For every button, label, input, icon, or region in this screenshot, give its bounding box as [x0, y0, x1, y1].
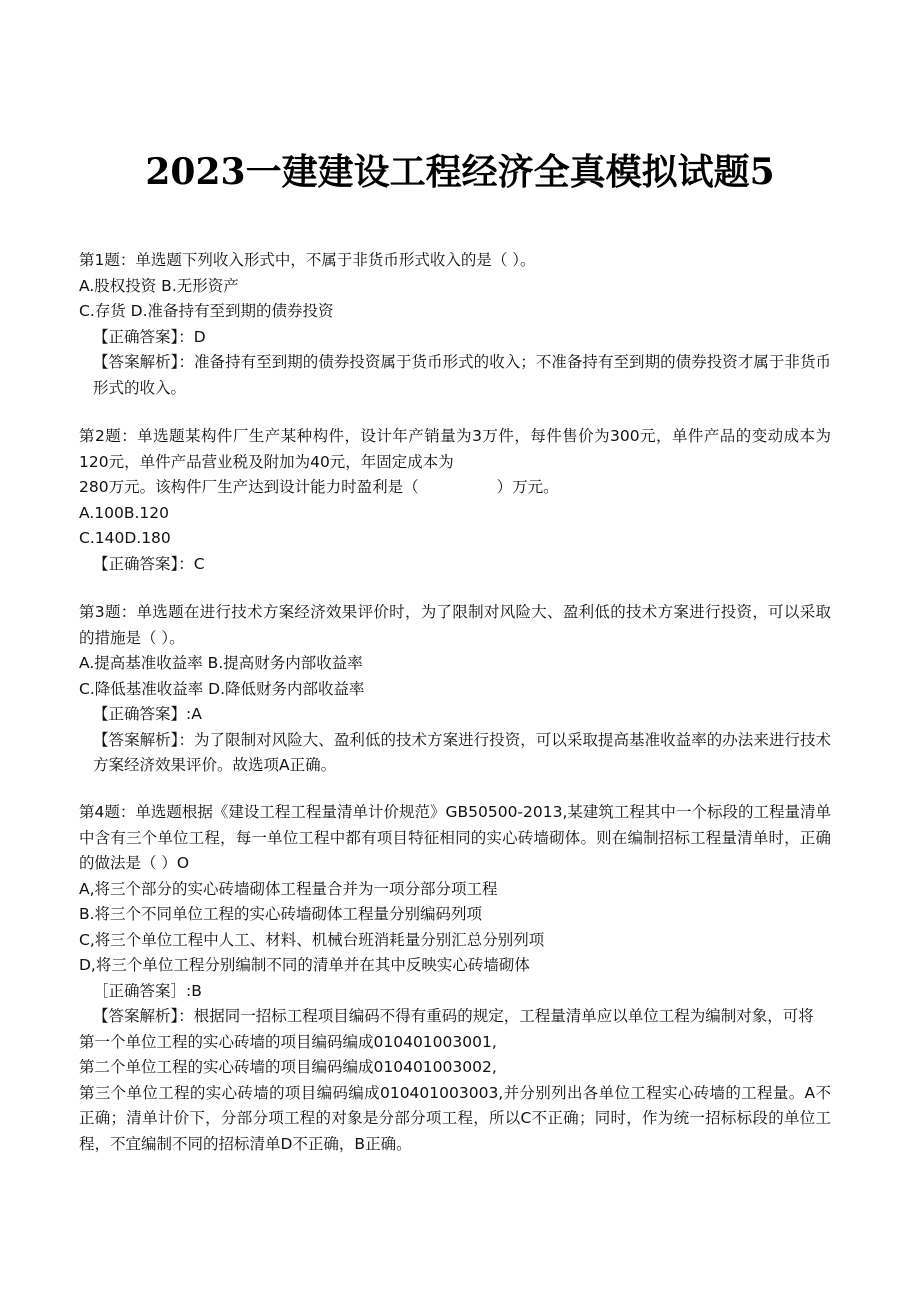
option-line: A,将三个部分的实心砖墙砌体工程量合并为一项分部分项工程 [79, 879, 498, 898]
correct-answer: 【正确答案】：D [93, 327, 206, 346]
stem-tail-right: ）万元。 [496, 478, 559, 496]
correct-answer: 【正确答案】:A [93, 705, 202, 723]
correct-answer: 【正确答案】：C [93, 554, 205, 573]
question-2 [79, 424, 831, 577]
question-stem-tail [79, 475, 831, 501]
answer-analysis: 【答案解析】：准备持有至到期的债券投资属于货币形式的收入；不准备持有至到期的债券投资才属于非货币形式的收入。 [93, 353, 831, 397]
document-title: 2023一建建设工程经济全真模拟试题5 [145, 151, 775, 193]
answer-analysis: 【答案解析】：为了限制对风险大、盈利低的技术方案进行投资，可以采取提高基准收益率的办法来进行技术方案经济效果评价。故选项A正确。 [93, 730, 831, 774]
question-stem: 第1题：单选题下列收入形式中，不属于非货币形式收入的是（ ）。 [79, 251, 536, 269]
question-1 [79, 248, 831, 401]
question-3 [79, 600, 831, 779]
option-line: C,将三个单位工程中人工、材料、机械台班消耗量分别汇总分别列项 [79, 930, 545, 949]
question-4 [79, 800, 831, 1157]
answer-analysis: 【答案解析】：根据同一招标工程项目编码不得有重码的规定，工程量清单应以单位工程为编制对象，可将 [93, 1007, 814, 1025]
question-stem: 第3题：单选题在进行技术方案经济效果评价时，为了限制对风险大、盈利低的技术方案进行投资，可以采取的措施是（ ）。 [79, 603, 831, 647]
analysis-conclusion: 第三个单位工程的实心砖墙的项目编码编成010401003003,并分别列出各单位工程实心砖墙的工程量。A不正确；清单计价下，分部分项工程的对象是分部分项工程，所以C不正确；同时，作为统一招标标段的单位工程，不宜编制不同的招标清单D不正确，B正确。 [79, 1083, 831, 1153]
analysis-line: 第一个单位工程的实心砖墙的项目编码编成010401003001, [79, 1032, 497, 1051]
option-line: C.存货 D.准备持有至到期的债券投资 [79, 302, 334, 320]
option-line: A.100B.120 [79, 503, 169, 522]
option-line: C.140D.180 [79, 529, 171, 547]
question-stem: 第4题：单选题根据《建设工程工程量清单计价规范》GB50500-2013,某建筑工程其中一个标段的工程量清单中含有三个单位工程，每一单位工程中都有项目特征相同的实心砖墙砌体。则在编制招标工程量清单时，正确的做法是（ ）O [79, 803, 831, 872]
correct-answer: ［正确答案］:B [93, 981, 202, 1000]
question-stem: 第2题：单选题某构件厂生产某种构件，设计年产销量为3万件，每件售价为300元，单件产品的变动成本为120元，单件产品营业税及附加为40元，年固定成本为 [79, 427, 831, 471]
option-line: A.提高基准收益率 B.提高财务内部收益率 [79, 654, 363, 672]
option-line: C.降低基准收益率 D.降低财务内部收益率 [79, 679, 365, 698]
option-line: B.将三个不同单位工程的实心砖墙砌体工程量分别编码列项 [79, 905, 483, 923]
option-line: A.股权投资 B.无形资产 [79, 276, 239, 295]
option-line: D,将三个单位工程分别编制不同的清单并在其中反映实心砖墙砌体 [79, 956, 530, 974]
analysis-line: 第二个单位工程的实心砖墙的项目编码编成010401003002, [79, 1058, 497, 1076]
stem-tail-left: 280万元。该构件厂生产达到设计能力时盈利是（ [79, 478, 419, 496]
